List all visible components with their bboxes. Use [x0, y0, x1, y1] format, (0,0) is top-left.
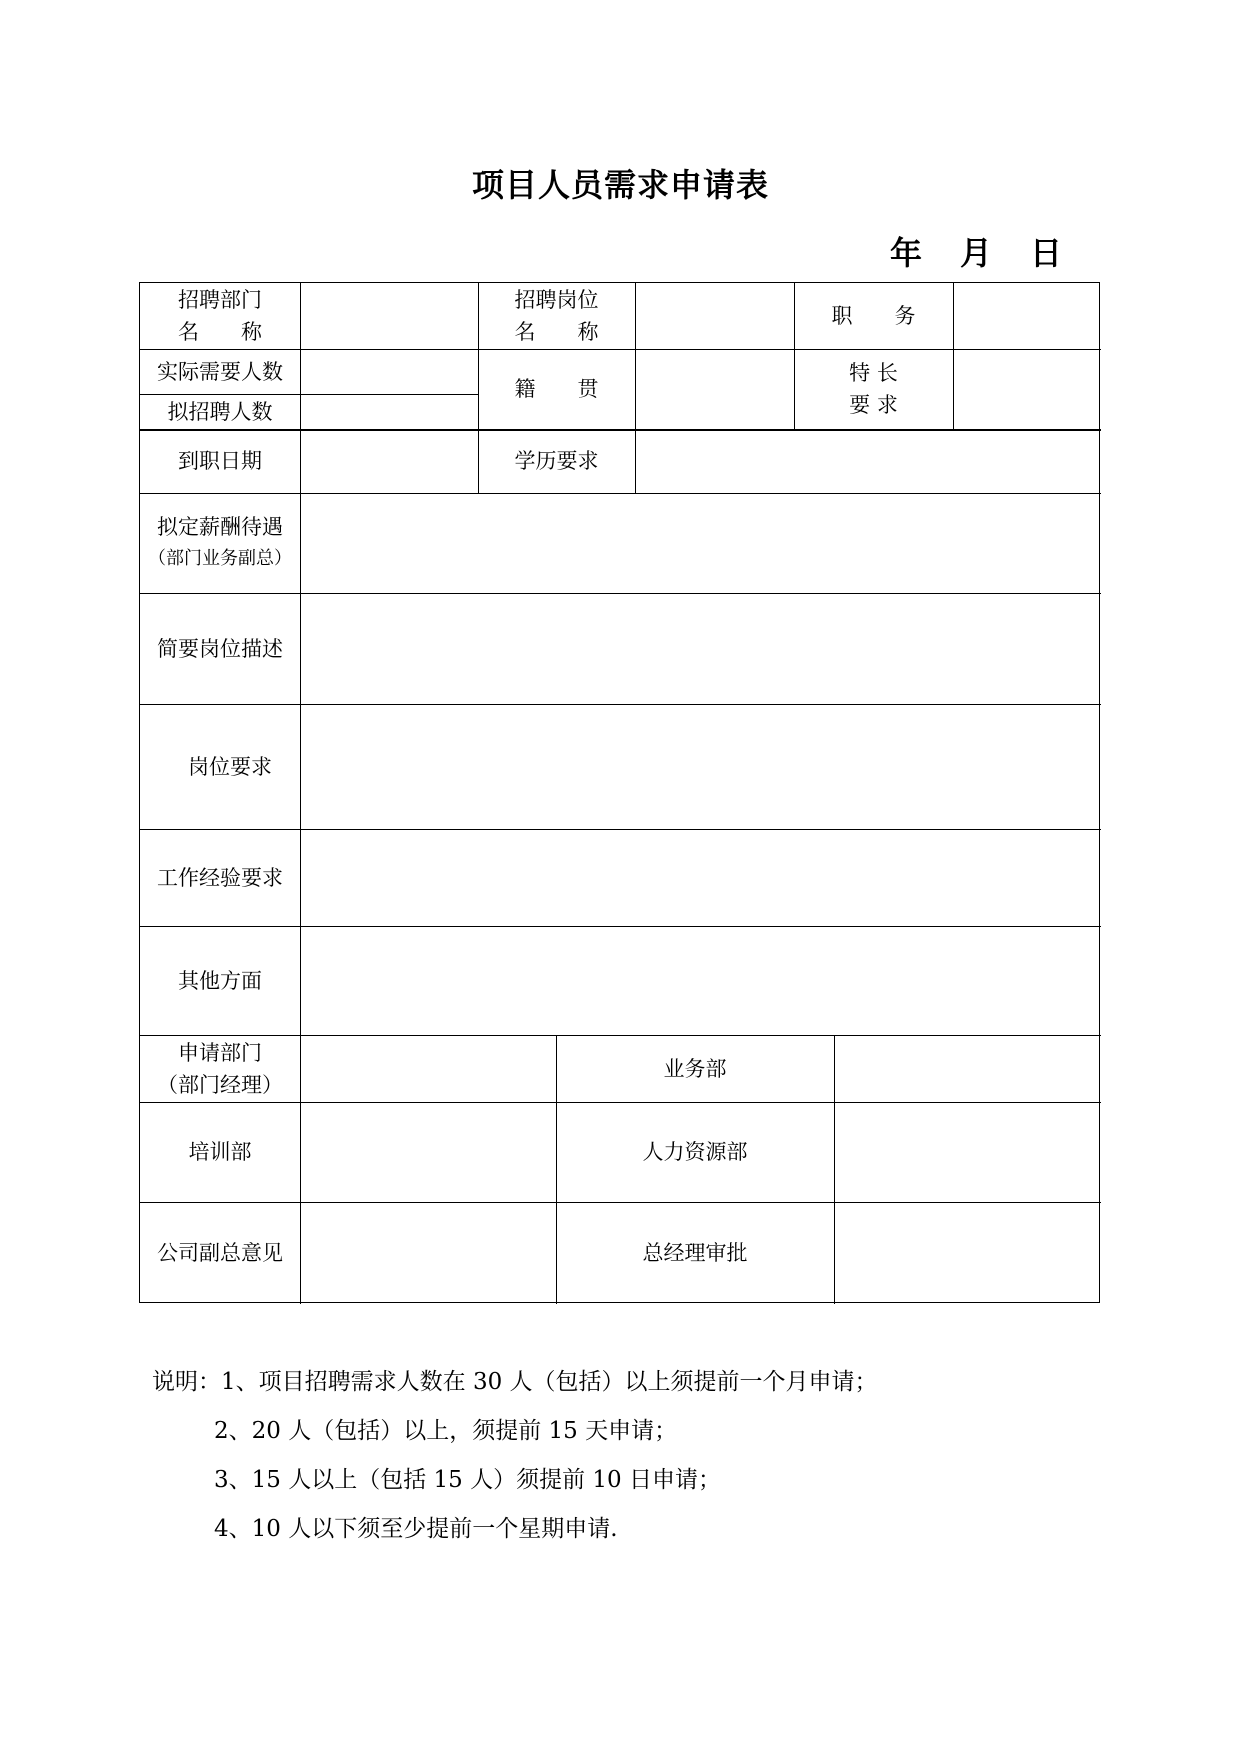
- label-recruit-post-name: [478, 283, 635, 349]
- label-line: 要 求: [849, 393, 898, 417]
- field-business-dept[interactable]: [834, 1035, 1101, 1102]
- field-education[interactable]: [635, 429, 1101, 493]
- date-year-label: 年: [890, 234, 923, 272]
- field-gm-approval[interactable]: [834, 1202, 1101, 1304]
- label-gm-approval: 总经理审批: [642, 1241, 748, 1265]
- field-vp-opinion[interactable]: [300, 1202, 556, 1304]
- label-line: 名 称: [178, 320, 262, 344]
- notes-section: [152, 1358, 878, 1554]
- date-day-label: 日: [1030, 234, 1063, 272]
- label-job-requirements: 岗位要求: [188, 754, 272, 779]
- form-title: 项目人员需求申请表: [471, 166, 769, 204]
- field-specialty[interactable]: [953, 349, 1101, 429]
- label-salary: [140, 493, 300, 593]
- field-plan-hire[interactable]: [300, 394, 478, 429]
- label-training-dept: 培训部: [188, 1140, 252, 1164]
- note-line: 2、20 人（包括）以上，须提前 15 天申请；: [214, 1418, 678, 1444]
- field-applying-dept[interactable]: [300, 1035, 556, 1102]
- label-line: （部门经理）: [157, 1072, 283, 1097]
- field-job-description[interactable]: [300, 593, 1101, 704]
- label-recruit-dept-name: [140, 283, 300, 349]
- field-recruit-post-name[interactable]: [635, 283, 794, 349]
- label-applying-dept: [140, 1035, 300, 1102]
- date-line: [890, 228, 1070, 274]
- label-line: 名 称: [514, 320, 599, 344]
- label-native-place: 籍 贯: [514, 377, 599, 401]
- label-line: 招聘部门: [178, 288, 262, 312]
- label-line: 招聘岗位: [514, 288, 599, 312]
- field-other[interactable]: [300, 926, 1101, 1035]
- label-actual-need: 实际需要人数: [157, 359, 283, 384]
- note-line: 4、10 人以下须至少提前一个星期申请.: [214, 1516, 618, 1542]
- label-start-date: 到职日期: [178, 449, 262, 473]
- field-training-dept[interactable]: [300, 1102, 556, 1202]
- label-hr-dept: 人力资源部: [642, 1140, 748, 1164]
- field-start-date[interactable]: [300, 429, 478, 493]
- field-work-experience[interactable]: [300, 829, 1101, 926]
- label-vp-opinion: 公司副总意见: [157, 1241, 283, 1265]
- note-line: 3、15 人以上（包括 15 人）须提前 10 日申请；: [214, 1467, 721, 1493]
- label-education: 学历要求: [514, 449, 599, 473]
- label-plan-hire: 拟招聘人数: [167, 399, 273, 424]
- label-line: 特 长: [849, 361, 898, 385]
- field-position[interactable]: [953, 283, 1101, 349]
- label-position: 职 务: [831, 304, 916, 328]
- field-salary[interactable]: [300, 493, 1101, 593]
- field-job-requirements[interactable]: [300, 704, 1101, 829]
- label-specialty: [794, 349, 953, 429]
- label-other: 其他方面: [178, 968, 262, 993]
- label-business-dept: 业务部: [663, 1056, 727, 1081]
- field-hr-dept[interactable]: [834, 1102, 1101, 1202]
- label-line: 拟定薪酬待遇: [157, 515, 283, 539]
- label-line: 申请部门: [178, 1040, 262, 1065]
- divider: [300, 394, 478, 395]
- field-recruit-dept-name[interactable]: [300, 283, 478, 349]
- label-line: （部门业务副总）: [148, 548, 292, 569]
- note-line: 说明：1、项目招聘需求人数在 30 人（包括）以上须提前一个月申请；: [152, 1369, 878, 1395]
- label-job-description: 简要岗位描述: [157, 636, 283, 661]
- application-form-table: [139, 282, 1100, 1303]
- field-actual-need[interactable]: [300, 349, 478, 394]
- label-work-experience: 工作经验要求: [157, 865, 283, 890]
- date-month-label: 月: [960, 234, 993, 272]
- field-native-place[interactable]: [635, 349, 794, 429]
